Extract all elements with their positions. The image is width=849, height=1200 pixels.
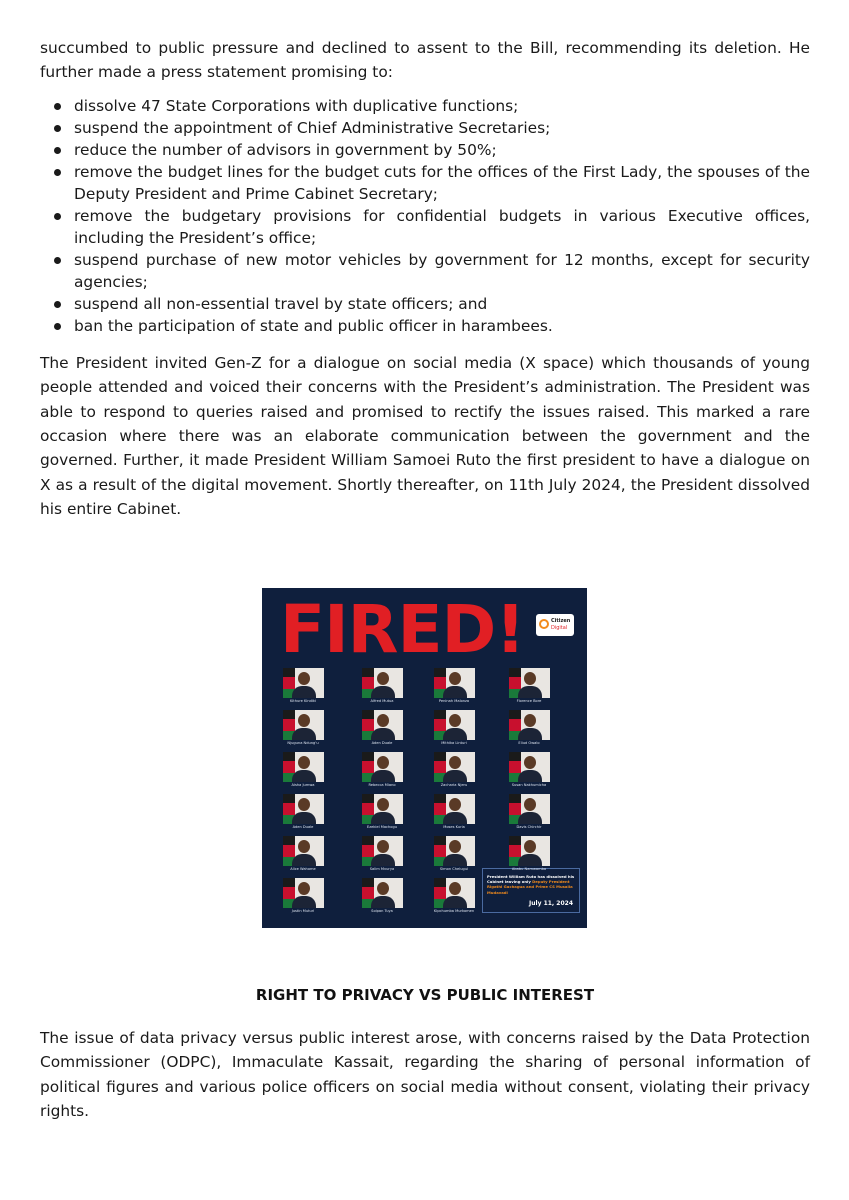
person-head: [449, 882, 461, 895]
person-head: [377, 756, 389, 769]
cabinet-member-name: Davis Chirchir: [516, 825, 542, 829]
list-item-text: ban the participation of state and public officer in harambees.: [74, 316, 553, 335]
dialogue-paragraph: The President invited Gen-Z for a dialogue on social media (X space) which thousands of young people attended and voiced their concerns with the President’s administration. The President was able to respond to queries raised and promised to rectify the issues raised. This marked a rare occasion where there was an elaborate communication between the government and the governed. Further, it made President William Samoei Ruto the first president to have a dialogue on X as a result of the digital movement. Shortly thereafter, on 11th July 2024, the President dissolved his entire Cabinet.: [40, 353, 810, 519]
list-item-text: remove the budgetary provisions for confidential budgets in various Executive offices, including the President’s office;: [74, 206, 810, 247]
list-item-text: reduce the number of advisors in government by 50%;: [74, 140, 497, 159]
bullet-icon: [54, 125, 61, 132]
cabinet-member-photo: [283, 710, 324, 740]
person-head: [377, 840, 389, 853]
person-body: [292, 812, 316, 824]
fired-cabinet-image: [262, 588, 587, 928]
list-item: [40, 161, 810, 205]
logo-icon: [539, 619, 549, 629]
list-item: [40, 315, 810, 337]
person-head: [298, 714, 310, 727]
cabinet-member-name: Alice Wahome: [290, 867, 316, 871]
cabinet-member-name: Kipchumba Murkomen: [433, 909, 475, 913]
bullet-icon: [54, 169, 61, 176]
bullet-icon: [54, 257, 61, 264]
cabinet-member-photo: [283, 668, 324, 698]
person-head: [524, 714, 536, 727]
list-item-text: dissolve 47 State Corporations with duplicative functions;: [74, 96, 519, 115]
cabinet-member-photo: [283, 794, 324, 824]
bullet-icon: [54, 323, 61, 330]
person-head: [524, 672, 536, 685]
cabinet-member-name: Kithure Kindiki: [289, 699, 317, 703]
cabinet-member-name: Simon Chelugui: [439, 867, 469, 871]
logo-text-digital: Digital: [551, 625, 568, 631]
cabinet-member-name: Aden Duale: [371, 741, 393, 745]
cabinet-member-photo: [362, 710, 403, 740]
bullet-icon: [54, 147, 61, 154]
person-head: [377, 882, 389, 895]
cabinet-member-name: Florence Bore: [516, 699, 542, 703]
citizen-digital-logo: [536, 614, 574, 636]
person-body: [518, 728, 542, 740]
person-body: [292, 854, 316, 866]
dissolution-note-box: [482, 868, 580, 913]
person-body: [518, 770, 542, 782]
cabinet-member-photo: [283, 836, 324, 866]
cabinet-member-photo: [362, 752, 403, 782]
cabinet-member-name: Mithika Linturi: [441, 741, 467, 745]
person-body: [518, 686, 542, 698]
person-head: [449, 840, 461, 853]
cabinet-member-name: Aden Duale: [292, 825, 314, 829]
person-head: [298, 882, 310, 895]
list-item-text: remove the budget lines for the budget cuts for the offices of the First Lady, the spouses of the Deputy President and Prime Cabinet Secretary;: [74, 162, 810, 203]
person-body: [371, 812, 395, 824]
commitments-list: [40, 95, 810, 337]
list-item: [40, 205, 810, 249]
cabinet-member-photo: [434, 878, 475, 908]
person-body: [518, 854, 542, 866]
list-item-text: suspend all non-essential travel by state officers; and: [74, 294, 488, 313]
list-item: [40, 293, 810, 315]
cabinet-member-photo: [283, 752, 324, 782]
list-item-text: suspend purchase of new motor vehicles by government for 12 months, except for security agencies;: [74, 250, 810, 291]
person-head: [524, 798, 536, 811]
cabinet-member-photo: [283, 878, 324, 908]
list-item: [40, 95, 810, 117]
cabinet-member-photo: [434, 752, 475, 782]
cabinet-member-photo: [362, 836, 403, 866]
list-item-text: suspend the appointment of Chief Administrative Secretaries;: [74, 118, 551, 137]
document-body: [40, 36, 810, 522]
person-head: [377, 672, 389, 685]
cabinet-member-photo: [434, 836, 475, 866]
cabinet-member-photo: [434, 710, 475, 740]
cabinet-member-photo: [509, 752, 550, 782]
cabinet-member-name: Aisha Jumwa: [291, 783, 315, 787]
intro-paragraph: succumbed to public pressure and declined to assent to the Bill, recommending its deletion. He further made a press statement promising to:: [40, 39, 810, 82]
list-item: [40, 249, 810, 293]
person-body: [443, 854, 467, 866]
fired-headline: FIRED!: [280, 591, 525, 668]
dissolution-note: [487, 874, 577, 895]
cabinet-member-photo: [509, 794, 550, 824]
person-head: [449, 798, 461, 811]
cabinet-member-name: Ezekiel Machogu: [366, 825, 398, 829]
person-body: [292, 728, 316, 740]
cabinet-member-name: Moses Kuria: [443, 825, 465, 829]
bullet-icon: [54, 213, 61, 220]
list-item: [40, 117, 810, 139]
person-body: [292, 686, 316, 698]
person-head: [298, 756, 310, 769]
person-head: [524, 756, 536, 769]
person-body: [292, 896, 316, 908]
person-head: [298, 840, 310, 853]
cabinet-member-photo: [362, 878, 403, 908]
cabinet-member-name: Susan Nakhumicha: [511, 783, 547, 787]
cabinet-member-name: Rebecca Miano: [368, 783, 396, 787]
bullet-icon: [54, 103, 61, 110]
cabinet-member-photo: [509, 836, 550, 866]
person-body: [443, 896, 467, 908]
note-highlight: Deputy President Rigathi Gachagua and Prime CS Musalia Mudavadi: [487, 879, 573, 895]
person-head: [524, 840, 536, 853]
person-body: [371, 686, 395, 698]
cabinet-member-name: Eliud Owalo: [518, 741, 540, 745]
bullet-icon: [54, 301, 61, 308]
cabinet-member-photo: [434, 794, 475, 824]
person-body: [371, 896, 395, 908]
person-body: [443, 728, 467, 740]
dissolution-date: July 11, 2024: [529, 900, 573, 907]
cabinet-member-photo: [362, 668, 403, 698]
person-body: [371, 854, 395, 866]
person-body: [371, 728, 395, 740]
cabinet-member-name: Justin Muturi: [291, 909, 315, 913]
cabinet-member-name: Zacharia Njeru: [440, 783, 468, 787]
person-head: [298, 798, 310, 811]
cabinet-member-name: Soipan Tuya: [371, 909, 393, 913]
person-head: [377, 798, 389, 811]
cabinet-member-photo: [362, 794, 403, 824]
list-item: [40, 139, 810, 161]
person-head: [449, 672, 461, 685]
person-head: [377, 714, 389, 727]
person-body: [371, 770, 395, 782]
person-body: [443, 812, 467, 824]
cabinet-member-name: Peninah Malonza: [438, 699, 470, 703]
section-heading: RIGHT TO PRIVACY VS PUBLIC INTEREST: [255, 986, 595, 1004]
person-body: [292, 770, 316, 782]
note-text: President William Ruto has dissolved his Cabinet leaving only: [487, 874, 575, 885]
cabinet-member-name: Salim Mvurya: [369, 867, 395, 871]
cabinet-member-name: Alfred Mutua: [370, 699, 394, 703]
person-body: [443, 770, 467, 782]
cabinet-member-name: Ababu Namwamba: [511, 867, 547, 871]
person-head: [449, 714, 461, 727]
person-head: [298, 672, 310, 685]
person-head: [449, 756, 461, 769]
cabinet-member-photo: [434, 668, 475, 698]
logo-text-citizen: Citizen: [551, 618, 571, 624]
person-body: [443, 686, 467, 698]
cabinet-member-photo: [509, 710, 550, 740]
cabinet-member-photo: [509, 668, 550, 698]
cabinet-member-name: Njuguna Ndung'u: [287, 741, 319, 745]
person-body: [518, 812, 542, 824]
privacy-paragraph: The issue of data privacy versus public interest arose, with concerns raised by the Data Protection Commissioner (ODPC), Immaculate Kassait, regarding the sharing of personal information of political figures and various police officers on social media without consent, violating their privacy rights.: [40, 1029, 810, 1121]
